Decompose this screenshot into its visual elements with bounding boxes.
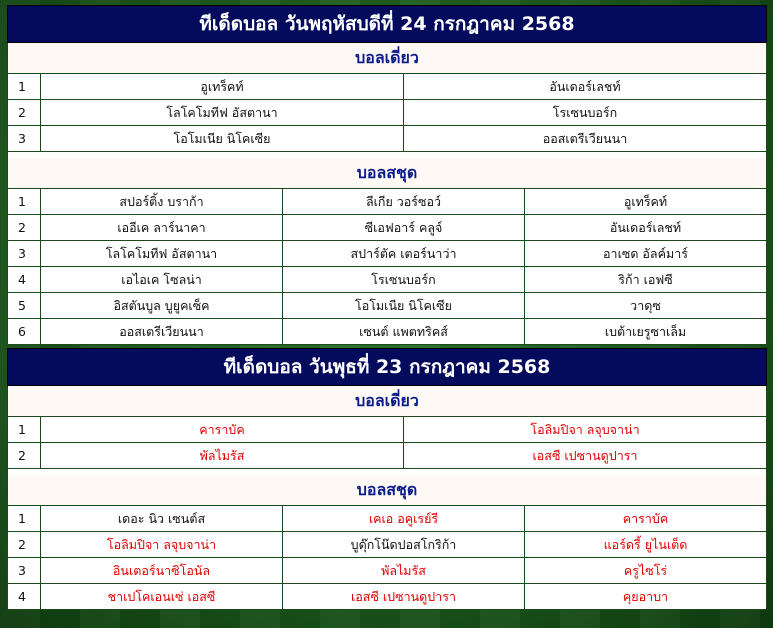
team-cell: สปอร์ติ้ง บราก้า: [41, 189, 283, 215]
section-title: ทีเด็ดบอล วันพุธที่ 23 กรกฎาคม 2568: [7, 348, 767, 386]
team-cell: แอร์ดรี้ ยูไนเต็ด: [525, 532, 767, 558]
team-cell: ลีเกีย วอร์ซอว์: [283, 189, 525, 215]
set-bets-title: บอลสชุด: [7, 158, 767, 188]
team-cell: เอไอเค โซลน่า: [41, 267, 283, 293]
row-number: 2: [8, 532, 41, 558]
team-cell: วาดุซ: [525, 293, 767, 319]
team-cell: โรเซนบอร์ก: [283, 267, 525, 293]
section-title: ทีเด็ดบอล วันพฤหัสบดีที่ 24 กรกฎาคม 2568: [7, 5, 767, 43]
single-bets-table: [7, 416, 767, 469]
row-number: 1: [8, 506, 41, 532]
row-number: 2: [8, 215, 41, 241]
team-cell: สปาร์ตัค เตอร์นาว่า: [283, 241, 525, 267]
team-cell: คาราบัค: [525, 506, 767, 532]
team-cell: ออสเตรีเวียนนา: [41, 319, 283, 345]
tips-section: [7, 348, 767, 610]
row-number: 1: [8, 189, 41, 215]
table-row: [8, 584, 767, 610]
table-row: [8, 100, 767, 126]
team-cell: โลโคโมทีฟ อัสตานา: [41, 100, 404, 126]
set-bets-table: [7, 505, 767, 610]
team-cell: เดอะ นิว เซนต์ส: [41, 506, 283, 532]
team-cell: คุยอาบา: [525, 584, 767, 610]
team-cell: อูเทร็คท์: [41, 74, 404, 100]
team-cell: อาเซด อัลค์มาร์: [525, 241, 767, 267]
team-cell: โรเซนบอร์ก: [404, 100, 767, 126]
table-row: [8, 267, 767, 293]
team-cell: บูดุ๊กโน๊ดปอสโกริก้า: [283, 532, 525, 558]
team-cell: โอลิมปิจา ลจุบจาน่า: [41, 532, 283, 558]
team-cell: อันเดอร์เลชท์: [525, 215, 767, 241]
row-number: 4: [8, 584, 41, 610]
table-row: [8, 558, 767, 584]
row-number: 4: [8, 267, 41, 293]
single-bets-title: บอลเดี่ยว: [7, 386, 767, 416]
team-cell: พัลไมรัส: [283, 558, 525, 584]
table-row: [8, 241, 767, 267]
table-row: [8, 189, 767, 215]
team-cell: โอโมเนีย นิโคเซีย: [283, 293, 525, 319]
row-number: 3: [8, 126, 41, 152]
table-row: [8, 215, 767, 241]
row-number: 3: [8, 558, 41, 584]
table-row: [8, 126, 767, 152]
table-row: [8, 74, 767, 100]
team-cell: อันเดอร์เลชท์: [404, 74, 767, 100]
team-cell: อูเทร็คท์: [525, 189, 767, 215]
team-cell: ชาเปโคเอนเซ่ เอสซี: [41, 584, 283, 610]
team-cell: ซีเอฟอาร์ คลูจ์: [283, 215, 525, 241]
team-cell: เซนต์ แพตทริคส์: [283, 319, 525, 345]
team-cell: เคเอ อคูเรย์รี: [283, 506, 525, 532]
single-bets-title: บอลเดี่ยว: [7, 43, 767, 73]
row-number: 3: [8, 241, 41, 267]
table-row: [8, 319, 767, 345]
team-cell: อินเตอร์นาซิโอนัล: [41, 558, 283, 584]
single-bets-table: [7, 73, 767, 152]
team-cell: ออสเตรีเวียนนา: [404, 126, 767, 152]
team-cell: โอโมเนีย นิโคเซีย: [41, 126, 404, 152]
tips-section: [7, 5, 767, 345]
row-number: 2: [8, 100, 41, 126]
table-row: [8, 532, 767, 558]
team-cell: โลโคโมทีฟ อัสตานา: [41, 241, 283, 267]
row-number: 5: [8, 293, 41, 319]
tips-board: [7, 5, 767, 613]
row-number: 2: [8, 443, 41, 469]
team-cell: ครูไซโร่: [525, 558, 767, 584]
team-cell: อิสตันบูล บูยูคเซ็ค: [41, 293, 283, 319]
team-cell: เอสซี เปซานดูปารา: [404, 443, 767, 469]
set-bets-table: [7, 188, 767, 345]
team-cell: โอลิมปิจา ลจุบจาน่า: [404, 417, 767, 443]
row-number: 1: [8, 417, 41, 443]
team-cell: คาราบัค: [41, 417, 404, 443]
set-bets-title: บอลสชุด: [7, 475, 767, 505]
table-row: [8, 293, 767, 319]
team-cell: เบต้าเยรูซาเล็ม: [525, 319, 767, 345]
team-cell: เออีเค ลาร์นาคา: [41, 215, 283, 241]
table-row: [8, 443, 767, 469]
table-row: [8, 506, 767, 532]
team-cell: เอสซี เปซานดูปารา: [283, 584, 525, 610]
row-number: 1: [8, 74, 41, 100]
row-number: 6: [8, 319, 41, 345]
team-cell: พัลไมรัส: [41, 443, 404, 469]
team-cell: ริก้า เอฟซี: [525, 267, 767, 293]
table-row: [8, 417, 767, 443]
